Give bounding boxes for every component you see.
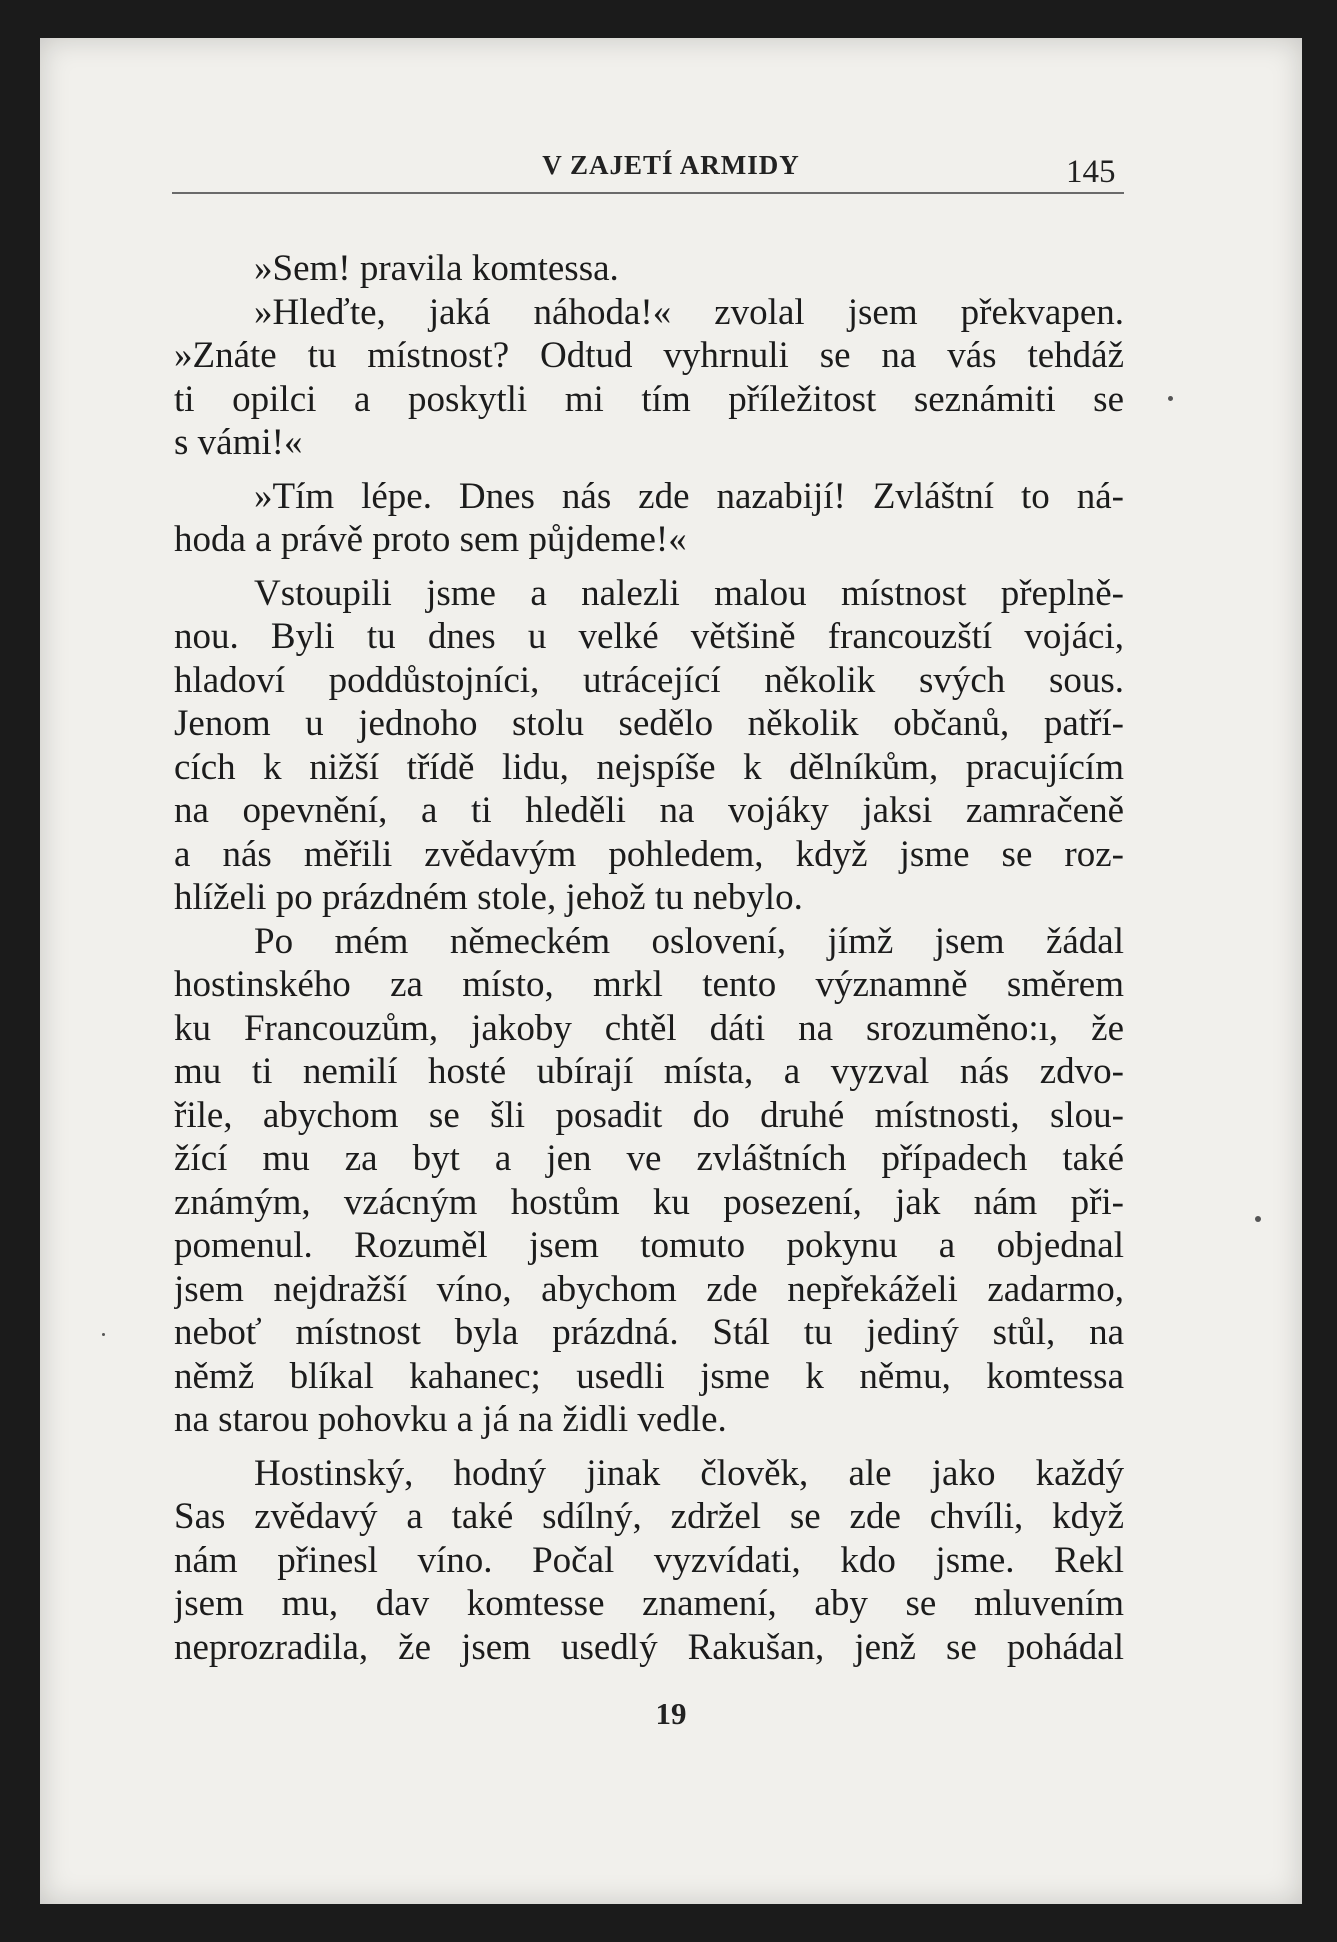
running-head: V ZAJETÍ ARMIDY: [542, 150, 800, 180]
text-line: neprozradila, že jsem usedlý Rakušan, jenž se pohádal: [174, 1626, 1124, 1668]
text-line: pomenul. Rozuměl jsem tomuto pokynu a objednal: [174, 1225, 1124, 1266]
text-line: Hostinský, hodný jinak člověk, ale jako každý: [254, 1452, 1124, 1494]
text-line: »Hleďte, jaká náhoda!« zvolal jsem překvapen.: [254, 291, 1124, 333]
text-line: žící mu za byt a jen ve zvláštních případech také: [174, 1138, 1124, 1179]
text-line: řile, abychom se šli posadit do druhé místnosti, slou-: [174, 1094, 1124, 1136]
text-line: Po mém německém oslovení, jímž jsem žádal: [254, 920, 1124, 962]
body-text: [174, 247, 1124, 1669]
text-line: jsem nejdražší víno, abychom zde nepřekáželi zadarmo,: [174, 1268, 1124, 1310]
print-speck: [102, 1333, 105, 1336]
signature-mark: 19: [655, 1696, 687, 1731]
text-line: nám přinesl víno. Počal vyzvídati, kdo jsme. Rekl: [174, 1539, 1124, 1581]
text-line: němž blíkal kahanec; usedli jsme k němu, komtessa: [174, 1355, 1124, 1397]
text-line: »Sem! pravila komtessa.: [254, 248, 619, 289]
page-number: 145: [1066, 154, 1116, 190]
text-line: jsem mu, dav komtesse znamení, aby se mluvením: [174, 1583, 1124, 1624]
text-line: hlíželi po prázdném stole, jehož tu nebylo.: [174, 877, 803, 918]
print-speck: [1168, 396, 1173, 401]
text-line: neboť místnost byla prázdná. Stál tu jediný stůl, na: [174, 1312, 1124, 1353]
text-line: ku Francouzům, jakoby chtěl dáti na srozuměno:ı, že: [174, 1007, 1124, 1049]
text-line: »Tím lépe. Dnes nás zde nazabijí! Zvláštní to ná-: [254, 475, 1124, 517]
text-line: cích k nižší třídě lidu, nejspíše k dělníkům, pracujícím: [174, 746, 1124, 788]
header-rule: [172, 192, 1124, 194]
text-line: hladoví poddůstojníci, utrácející několik svých sous.: [174, 659, 1124, 701]
text-line: na starou pohovku a já na židli vedle.: [174, 1399, 727, 1440]
text-line: známým, vzácným hostům ku posezení, jak nám při-: [174, 1181, 1124, 1223]
print-speck: [1255, 1216, 1261, 1222]
text-line: hoda a právě proto sem půjdeme!«: [174, 519, 687, 560]
text-line: Vstoupili jsme a nalezli malou místnost přeplně-: [254, 572, 1124, 614]
text-line: Jenom u jednoho stolu sedělo několik občanů, patří-: [174, 703, 1124, 744]
text-line: na opevnění, a ti hleděli na vojáky jaksi zamračeně: [174, 790, 1124, 831]
text-line: ti opilci a poskytli mi tím příležitost seznámiti se: [174, 378, 1124, 420]
text-line: s vámi!«: [174, 422, 303, 463]
text-line: nou. Byli tu dnes u velké většině francouzští vojáci,: [174, 616, 1124, 657]
book-page: [40, 38, 1302, 1904]
text-line: hostinského za místo, mrkl tento významně směrem: [174, 964, 1124, 1005]
text-line: Sas zvědavý a také sdílný, zdržel se zde chvíli, když: [174, 1496, 1124, 1537]
text-line: »Znáte tu místnost? Odtud vyhrnuli se na vás tehdáž: [174, 335, 1124, 376]
text-line: a nás měřili zvědavým pohledem, když jsme se roz-: [174, 833, 1124, 875]
text-line: mu ti nemilí hosté ubírají místa, a vyzval nás zdvo-: [174, 1051, 1124, 1092]
